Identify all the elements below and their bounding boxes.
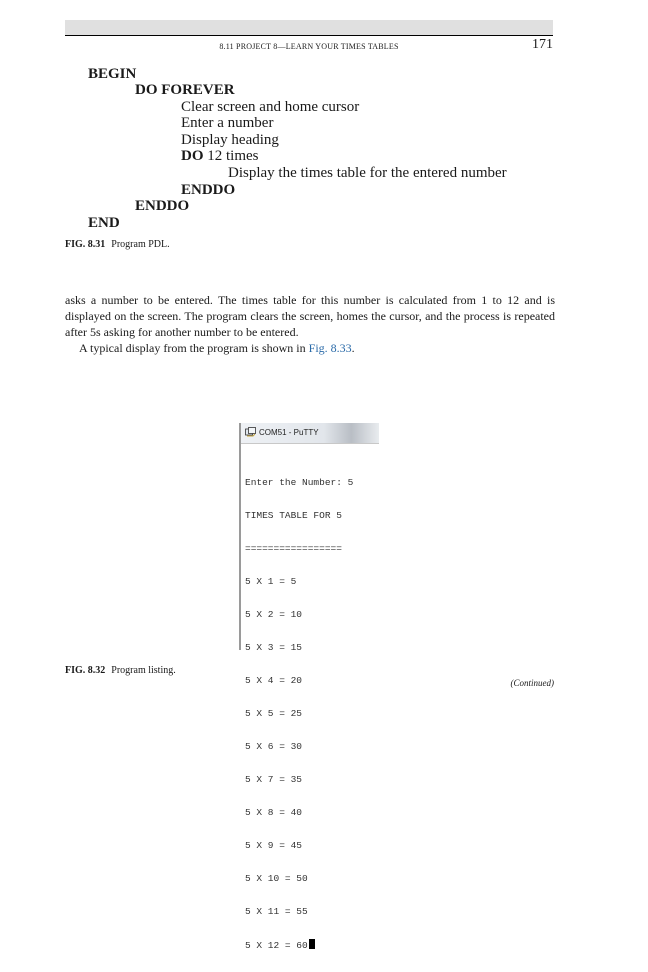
terminal-row: 5 X 11 = 55 xyxy=(245,906,308,917)
body-paragraph-2-end: . xyxy=(351,341,355,355)
terminal-row: 5 X 8 = 40 xyxy=(245,807,303,818)
terminal-row: 5 X 12 = 60 xyxy=(245,940,308,951)
terminal-cursor xyxy=(309,939,315,949)
pdl-end: END xyxy=(88,215,120,231)
fig-8-32-text: Program listing. xyxy=(111,665,176,676)
body-paragraph-1: asks a number to be entered. The times table for this number is calculated from 1 to 12 and is displayed on the screen. The program clears the screen, homes the cursor, and the process is repeated after 5s asking for another number to be entered. xyxy=(65,293,555,339)
terminal-separator: ================= xyxy=(245,543,342,554)
terminal-row: 5 X 9 = 45 xyxy=(245,840,303,851)
terminal-heading: TIMES TABLE FOR 5 xyxy=(245,510,342,521)
running-head: 8.11 PROJECT 8—LEARN YOUR TIMES TABLES xyxy=(219,42,399,51)
pdl-begin: BEGIN xyxy=(88,66,137,82)
pdl-do-count: 12 times xyxy=(203,148,259,164)
header-bar xyxy=(65,20,553,35)
fig-8-33-link[interactable]: Fig. 8.33 xyxy=(308,341,352,355)
terminal-row: 5 X 7 = 35 xyxy=(245,774,303,785)
terminal-row: 5 X 3 = 15 xyxy=(245,642,303,653)
terminal-row: 5 X 10 = 50 xyxy=(245,873,308,884)
terminal-row: 5 X 2 = 10 xyxy=(245,609,303,620)
fig-8-32-number: FIG. 8.32 xyxy=(65,665,106,676)
body-paragraph-2 xyxy=(65,340,555,356)
pdl-clear-screen: Clear screen and home cursor xyxy=(181,99,360,115)
putty-terminal-output[interactable] xyxy=(245,455,353,972)
body-paragraph-2-text: A typical display from the program is shown in xyxy=(79,341,309,355)
putty-window xyxy=(239,423,379,951)
fig-8-31-number: FIG. 8.31 xyxy=(65,239,106,250)
fig-8-31-caption xyxy=(65,239,170,250)
putty-titlebar[interactable] xyxy=(241,423,379,444)
header-rule xyxy=(65,35,553,36)
fig-8-31-text: Program PDL. xyxy=(111,239,170,250)
pdl-enddo-outer: ENDDO xyxy=(135,198,190,214)
pdl-enter-number: Enter a number xyxy=(181,115,274,131)
pdl-display-heading: Display heading xyxy=(181,132,279,148)
pdl-do-12-times xyxy=(181,148,259,164)
terminal-row: 5 X 1 = 5 xyxy=(245,576,297,587)
pdl-enddo-inner: ENDDO xyxy=(181,182,236,198)
putty-terminal-icon xyxy=(245,427,256,438)
terminal-last-row xyxy=(245,939,353,950)
terminal-row: 5 X 4 = 20 xyxy=(245,675,303,686)
fig-8-32-caption xyxy=(65,665,176,676)
terminal-row: 5 X 5 = 25 xyxy=(245,708,303,719)
continued-note: (Continued) xyxy=(510,678,554,688)
pdl-do-keyword: DO xyxy=(181,148,204,164)
pdl-do-forever: DO FOREVER xyxy=(135,82,235,98)
pdl-display-table: Display the times table for the entered number xyxy=(228,165,507,181)
page-number: 171 xyxy=(532,37,553,52)
putty-title: COM51 - PuTTY xyxy=(259,428,319,437)
terminal-prompt: Enter the Number: 5 xyxy=(245,477,354,488)
terminal-row: 5 X 6 = 30 xyxy=(245,741,303,752)
body-text xyxy=(65,292,555,356)
